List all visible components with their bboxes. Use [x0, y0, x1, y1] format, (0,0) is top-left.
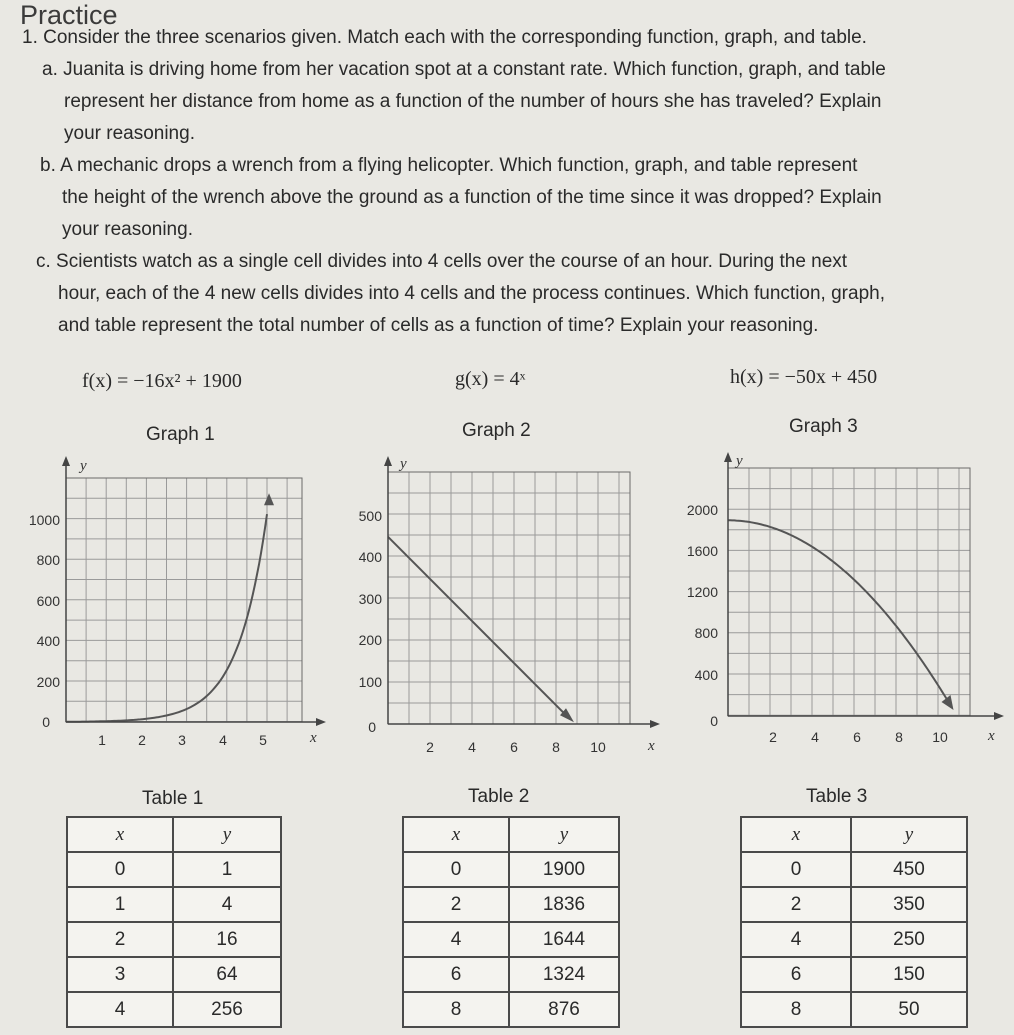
graph-2-xtick-8: 8 — [552, 739, 560, 755]
graph-2-ytick-0: 0 — [368, 719, 376, 735]
graph-1-xtick-5: 5 — [259, 732, 267, 748]
table-2 — [402, 816, 620, 1028]
graph-3 — [670, 446, 1014, 756]
graph-2-ytick-300: 300 — [358, 591, 382, 607]
graph-3-xtick-4: 4 — [811, 729, 819, 745]
graph-2-ytick-100: 100 — [358, 674, 382, 690]
graph-1-x-arrow — [316, 718, 326, 726]
graph-2-line — [388, 537, 568, 717]
part-b-line-3: your reasoning. — [62, 219, 193, 240]
graph-2-grid — [388, 472, 630, 724]
graph-1-title: Graph 1 — [146, 424, 215, 445]
table-1-cell: 3 — [67, 957, 173, 992]
graph-1-xtick-1: 1 — [98, 732, 106, 748]
table-2-cell: 4 — [403, 922, 509, 957]
table-3-title: Table 3 — [806, 786, 868, 807]
table-3-cell: 50 — [851, 992, 967, 1027]
table-row — [403, 957, 619, 992]
graph-1-ytick-0: 0 — [42, 714, 50, 730]
table-row — [741, 922, 967, 957]
graph-3-xtick-6: 6 — [853, 729, 861, 745]
function-h: h(x) = −50x + 450 — [730, 366, 878, 388]
graph-3-xtick-2: 2 — [769, 729, 777, 745]
graph-3-x-arrow — [994, 712, 1004, 720]
part-b-line-2: the height of the wrench above the ground as a function of the time since it was dropped? Explain — [62, 187, 882, 208]
table-3-cell: 8 — [741, 992, 851, 1027]
part-a-line-3: your reasoning. — [64, 123, 195, 144]
table-3-cell: 150 — [851, 957, 967, 992]
graph-1 — [0, 450, 340, 760]
graph-2-xtick-6: 6 — [510, 739, 518, 755]
table-2-cell: 1900 — [509, 852, 619, 887]
table-row — [403, 922, 619, 957]
table-row — [67, 922, 281, 957]
table-1-cell: 16 — [173, 922, 281, 957]
table-1-cell: 2 — [67, 922, 173, 957]
graph-3-ytick-1200: 1200 — [686, 584, 718, 600]
table-3-cell: 450 — [851, 852, 967, 887]
table-2-cell: 6 — [403, 957, 509, 992]
part-c-line-2: hour, each of the 4 new cells divides into 4 cells and the process continues. Which function, graph, — [58, 283, 885, 304]
graph-1-curve-arrow — [264, 493, 274, 505]
table-1 — [66, 816, 282, 1028]
graph-2-x-arrow — [650, 720, 660, 728]
table-2-cell: 8 — [403, 992, 509, 1027]
graph-2-x-var: x — [648, 738, 655, 754]
function-g: g(x) = 4ˣ — [455, 368, 526, 390]
graph-3-ytick-0: 0 — [710, 713, 718, 729]
graph-2-xtick-2: 2 — [426, 739, 434, 755]
table-1-cell: 4 — [67, 992, 173, 1027]
table-1-cell: 4 — [173, 887, 281, 922]
table-1-cell: 0 — [67, 852, 173, 887]
graph-3-y-var: y — [736, 453, 743, 469]
part-c-line-3: and table represent the total number of cells as a function of time? Explain your reasoning. — [58, 315, 819, 336]
graph-3-title: Graph 3 — [789, 416, 858, 437]
table-1-header-x: x — [67, 817, 173, 852]
table-row — [741, 992, 967, 1027]
graph-3-curve-arrow — [942, 695, 954, 710]
table-2-header-x: x — [403, 817, 509, 852]
table-row — [403, 992, 619, 1027]
table-1-title: Table 1 — [142, 788, 204, 809]
table-row — [403, 852, 619, 887]
graph-1-ytick-800: 800 — [36, 552, 60, 568]
table-1-cell: 256 — [173, 992, 281, 1027]
table-1-cell: 1 — [67, 887, 173, 922]
function-f: f(x) = −16x² + 1900 — [82, 370, 242, 392]
table-row — [741, 957, 967, 992]
table-3-cell: 4 — [741, 922, 851, 957]
graph-1-xtick-3: 3 — [178, 732, 186, 748]
graph-2 — [340, 450, 670, 760]
table-2-cell: 0 — [403, 852, 509, 887]
part-a-line-1: a. Juanita is driving home from her vacation spot at a constant rate. Which function, graph, and table — [42, 59, 886, 80]
graph-3-x-var: x — [988, 728, 995, 744]
table-2-header-y: y — [509, 817, 619, 852]
table-3-header-x: x — [741, 817, 851, 852]
graph-3-ytick-1600: 1600 — [686, 543, 718, 559]
table-2-cell: 1324 — [509, 957, 619, 992]
graph-1-ytick-1000: 1000 — [28, 512, 60, 528]
graph-2-xtick-10: 10 — [590, 739, 606, 755]
table-3-header-y: y — [851, 817, 967, 852]
graph-3-curve — [728, 520, 949, 702]
table-1-cell: 1 — [173, 852, 281, 887]
graph-1-ytick-600: 600 — [36, 593, 60, 609]
table-3-cell: 2 — [741, 887, 851, 922]
graph-1-xtick-4: 4 — [219, 732, 227, 748]
table-row — [741, 887, 967, 922]
graph-3-xtick-8: 8 — [895, 729, 903, 745]
graph-1-y-arrow — [62, 456, 70, 466]
question-intro: 1. Consider the three scenarios given. Match each with the corresponding function, graph, and table. — [22, 27, 867, 48]
graph-1-ytick-200: 200 — [36, 674, 60, 690]
part-c-line-1: c. Scientists watch as a single cell divides into 4 cells over the course of an hour. During the next — [36, 251, 848, 272]
table-2-cell: 1836 — [509, 887, 619, 922]
graph-3-y-arrow — [724, 452, 732, 462]
graph-2-title: Graph 2 — [462, 420, 531, 441]
page-title: Practice — [20, 0, 118, 30]
graph-1-y-var: y — [80, 458, 87, 474]
graph-3-ytick-2000: 2000 — [686, 502, 718, 518]
part-a-line-2: represent her distance from home as a function of the number of hours she has traveled? Explain — [64, 91, 882, 112]
graph-2-y-arrow — [384, 456, 392, 466]
graph-1-xtick-2: 2 — [138, 732, 146, 748]
graph-3-xtick-10: 10 — [932, 729, 948, 745]
table-3-cell: 6 — [741, 957, 851, 992]
table-1-cell: 64 — [173, 957, 281, 992]
part-b-line-1: b. A mechanic drops a wrench from a flying helicopter. Which function, graph, and table represent — [40, 155, 858, 176]
graph-2-xtick-4: 4 — [468, 739, 476, 755]
graph-2-ytick-200: 200 — [358, 632, 382, 648]
table-2-title: Table 2 — [468, 786, 530, 807]
graph-2-ytick-500: 500 — [358, 508, 382, 524]
table-row — [67, 957, 281, 992]
graph-2-ytick-400: 400 — [358, 549, 382, 565]
table-2-cell: 876 — [509, 992, 619, 1027]
table-2-cell: 1644 — [509, 922, 619, 957]
table-3-cell: 250 — [851, 922, 967, 957]
graph-3-ytick-400: 400 — [694, 667, 718, 683]
table-3 — [740, 816, 968, 1028]
table-row — [741, 852, 967, 887]
table-2-cell: 2 — [403, 887, 509, 922]
table-row — [67, 852, 281, 887]
table-row — [403, 887, 619, 922]
graph-2-y-var: y — [400, 456, 407, 472]
table-row — [67, 887, 281, 922]
table-row — [67, 992, 281, 1027]
table-1-header-y: y — [173, 817, 281, 852]
graph-3-ytick-800: 800 — [694, 625, 718, 641]
table-3-cell: 350 — [851, 887, 967, 922]
graph-1-x-var: x — [310, 730, 317, 746]
graph-1-ytick-400: 400 — [36, 633, 60, 649]
table-3-cell: 0 — [741, 852, 851, 887]
